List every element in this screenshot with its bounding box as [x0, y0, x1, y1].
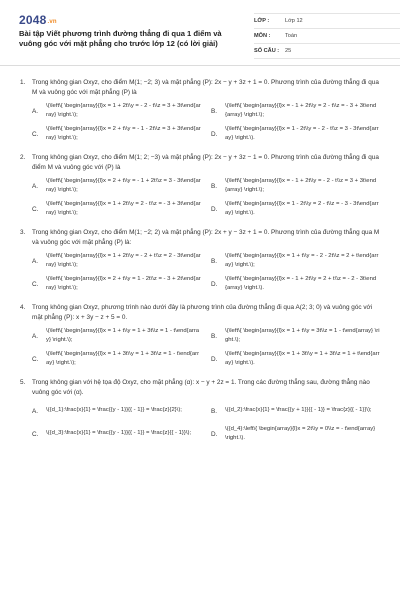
answer-options [32, 101, 380, 144]
meta-key: LỚP : [254, 18, 270, 24]
question-2 [20, 153, 380, 219]
meta-value: 25 [285, 48, 292, 54]
option-letter: D. [211, 205, 218, 213]
option-letter: B. [211, 182, 218, 190]
option-text: \({d_2}:\frac{x}{1} = \frac{{y + 1}}{{ - 1}} = \frac{z}{{ - 1}}\); [225, 407, 372, 414]
option-text: \(\left\{ \begin{array}{l}x = 1 + t\\y = 1 + 3t\\z = 1 - t\end{array} \right.\); [46, 327, 200, 343]
option-c[interactable] [32, 124, 201, 144]
option-letter: D. [211, 355, 218, 363]
question-list [20, 78, 380, 444]
option-text: \(\left\{ \begin{array}{l}x = 1 - 2t\\y = 2 - t\\z = - 3 - 3t\end{array} \right.\). [225, 200, 379, 216]
option-text: \(\left\{ \begin{array}{l}x = 1 - 2t\\y = - 2 - t\\z = 3 - 3t\end{array} \right.\). [225, 125, 379, 141]
option-text: \(\left\{ \begin{array}{l}x = 1 + 3t\\y = 1 + 3t\\z = 1 + t\end{array} \right.\). [225, 350, 380, 366]
option-text: \(\left\{ \begin{array}{l}x = 2 + t\\y = - 1 - 2t\\z = 3 + 3t\end{array} \right.\); [46, 125, 201, 141]
question-text: Trong không gian Oxyz, cho điểm M(1; 2; −3) và mặt phẳng (P): 2x − y + 3z − 1 = 0. Phương trình của đường thẳng đi qua điểm M và vuông góc với (P) là [32, 154, 379, 171]
option-letter: B. [211, 332, 218, 340]
meta-value: Toán [285, 33, 298, 39]
question-text: Trong không gian Oxyz, cho điểm M(1; −2; 3) và mặt phẳng (P): 2x − y + 3z + 1 = 0. Phương trình của đường thẳng đi qua M và vuông góc với mặt phẳng (P) là [32, 79, 379, 96]
option-letter: B. [211, 407, 218, 415]
option-d[interactable] [211, 424, 380, 444]
option-a[interactable] [32, 401, 201, 421]
option-letter: C. [32, 130, 39, 138]
option-text: \(\left\{ \begin{array}{l}x = - 1 + 2t\\y = - 2 - t\\z = 3 + 3t\end{array} \right.\); [225, 177, 377, 193]
option-letter: C. [32, 205, 39, 213]
option-text: \(\left\{ \begin{array}{l}x = 1 + t\\y = 3t\\z = 1 - t\end{array} \right.\); [225, 327, 380, 343]
question-number: 1. [20, 79, 26, 86]
option-a[interactable] [32, 326, 201, 346]
option-d[interactable] [211, 199, 380, 219]
option-text: \({d_4}:\left\{ \begin{array}{l}x = 2t\\y = 0\\z = - t\end{array} \right.\). [225, 425, 376, 441]
option-text: \(\left\{ \begin{array}{l}x = 2 + t\\y = - 1 + 2t\\z = 3 - 3t\end{array} \right.\); [46, 177, 201, 193]
option-letter: A. [32, 407, 39, 415]
option-text: \(\left\{ \begin{array}{l}x = 1 + 2t\\y = - 2 - t\\z = 3 + 3t\end{array} \right.\); [46, 102, 201, 118]
option-text: \(\left\{ \begin{array}{l}x = 1 + t\\y = - 2 - 2t\\z = 2 + t\end{array} \right.\); [225, 252, 379, 268]
option-letter: D. [211, 130, 218, 138]
option-letter: C. [32, 355, 39, 363]
option-text: \({d_1}:\frac{x}{1} = \frac{{y - 1}}{{ - 1}} = \frac{z}{2}\); [46, 407, 182, 414]
meta-row-count [254, 44, 400, 59]
option-letter: C. [32, 280, 39, 288]
option-letter: B. [211, 257, 218, 265]
option-letter: C. [32, 430, 39, 438]
meta-key: SỐ CÂU : [254, 48, 280, 54]
answer-options [32, 251, 380, 294]
meta-row-class [254, 13, 400, 29]
question-4 [20, 303, 380, 369]
option-text: \(\left\{ \begin{array}{l}x = - 1 + 2t\\y = 2 - t\\z = - 3 + 3t\end{array} \right.\); [225, 102, 377, 118]
option-b[interactable] [211, 251, 380, 271]
option-a[interactable] [32, 176, 201, 196]
question-number: 5. [20, 379, 26, 386]
answer-options [32, 176, 380, 219]
option-d[interactable] [211, 124, 380, 144]
option-b[interactable] [211, 101, 380, 121]
logo-sub-text: .vn [47, 19, 57, 25]
meta-table [254, 13, 400, 59]
meta-row-subject [254, 29, 400, 44]
page-title: Bài tập Viết phương trình đường thẳng đi qua 1 điểm và vuông góc với mặt phẳng cho trước lớp 12 (có lời giải) [19, 29, 222, 48]
option-letter: A. [32, 332, 39, 340]
question-number: 4. [20, 304, 26, 311]
option-d[interactable] [211, 349, 380, 369]
question-text: Trong không gian Oxyz, cho điểm M(1; −2; 2) và mặt phẳng (P): 2x + y − 3z + 1 = 0. Phương trình của đường thẳng qua M và vuông góc với mặt phẳng (P) là: [32, 229, 380, 246]
option-c[interactable] [32, 274, 201, 294]
option-a[interactable] [32, 101, 201, 121]
option-a[interactable] [32, 251, 201, 271]
option-b[interactable] [211, 326, 380, 346]
option-d[interactable] [211, 274, 380, 294]
site-logo[interactable] [19, 13, 57, 27]
question-number: 3. [20, 229, 26, 236]
option-text: \(\left\{ \begin{array}{l}x = 1 + 3t\\y = 1 + 3t\\z = 1 - t\end{array} \right.\); [46, 350, 200, 366]
option-c[interactable] [32, 199, 201, 219]
logo-main-text: 2048 [19, 13, 47, 27]
meta-key: MÔN : [254, 33, 271, 39]
answer-options [32, 326, 380, 369]
option-text: \(\left\{ \begin{array}{l}x = - 1 + 2t\\y = 2 + t\\z = - 2 - 3t\end{array} \right.\). [225, 275, 377, 291]
question-1 [20, 78, 380, 144]
option-text: \({d_3}:\frac{x}{1} = \frac{{y - 1}}{{ - 1}} = \frac{z}{{ - 1}}\); [46, 430, 192, 437]
option-text: \(\left\{ \begin{array}{l}x = 1 + 2t\\y = - 2 + t\\z = 2 - 3t\end{array} \right.\); [46, 252, 201, 268]
option-b[interactable] [211, 176, 380, 196]
option-c[interactable] [32, 349, 201, 369]
option-letter: A. [32, 257, 39, 265]
option-text: \(\left\{ \begin{array}{l}x = 2 + t\\y = 1 - 2t\\z = - 3 + 2t\end{array} \right.\); [46, 275, 201, 291]
question-3 [20, 228, 380, 294]
header-divider [0, 65, 400, 66]
question-text: Trong không gian với hệ tọa độ Oxyz, cho mặt phẳng (α): x − y + 2z = 1. Trong các đường thẳng sau, đường thẳng nào vuông góc với (α). [32, 379, 370, 396]
worksheet-header [18, 0, 382, 56]
option-letter: B. [211, 107, 218, 115]
question-text: Trong không gian Oxyz, phương trình nào dưới đây là phương trình của đường thẳng đi qua A(2; 3; 0) và vuông góc với mặt phẳng (P): x + 3y − z + 5 = 0. [32, 304, 373, 321]
option-b[interactable] [211, 401, 380, 421]
answer-options [32, 401, 380, 444]
option-letter: A. [32, 182, 39, 190]
option-c[interactable] [32, 424, 201, 444]
question-5 [20, 378, 380, 444]
question-number: 2. [20, 154, 26, 161]
option-letter: A. [32, 107, 39, 115]
option-letter: D. [211, 280, 218, 288]
option-letter: D. [211, 430, 218, 438]
meta-value: Lớp 12 [285, 18, 303, 24]
option-text: \(\left\{ \begin{array}{l}x = 1 + 2t\\y = 2 - t\\z = - 3 + 3t\end{array} \right.\); [46, 200, 201, 216]
